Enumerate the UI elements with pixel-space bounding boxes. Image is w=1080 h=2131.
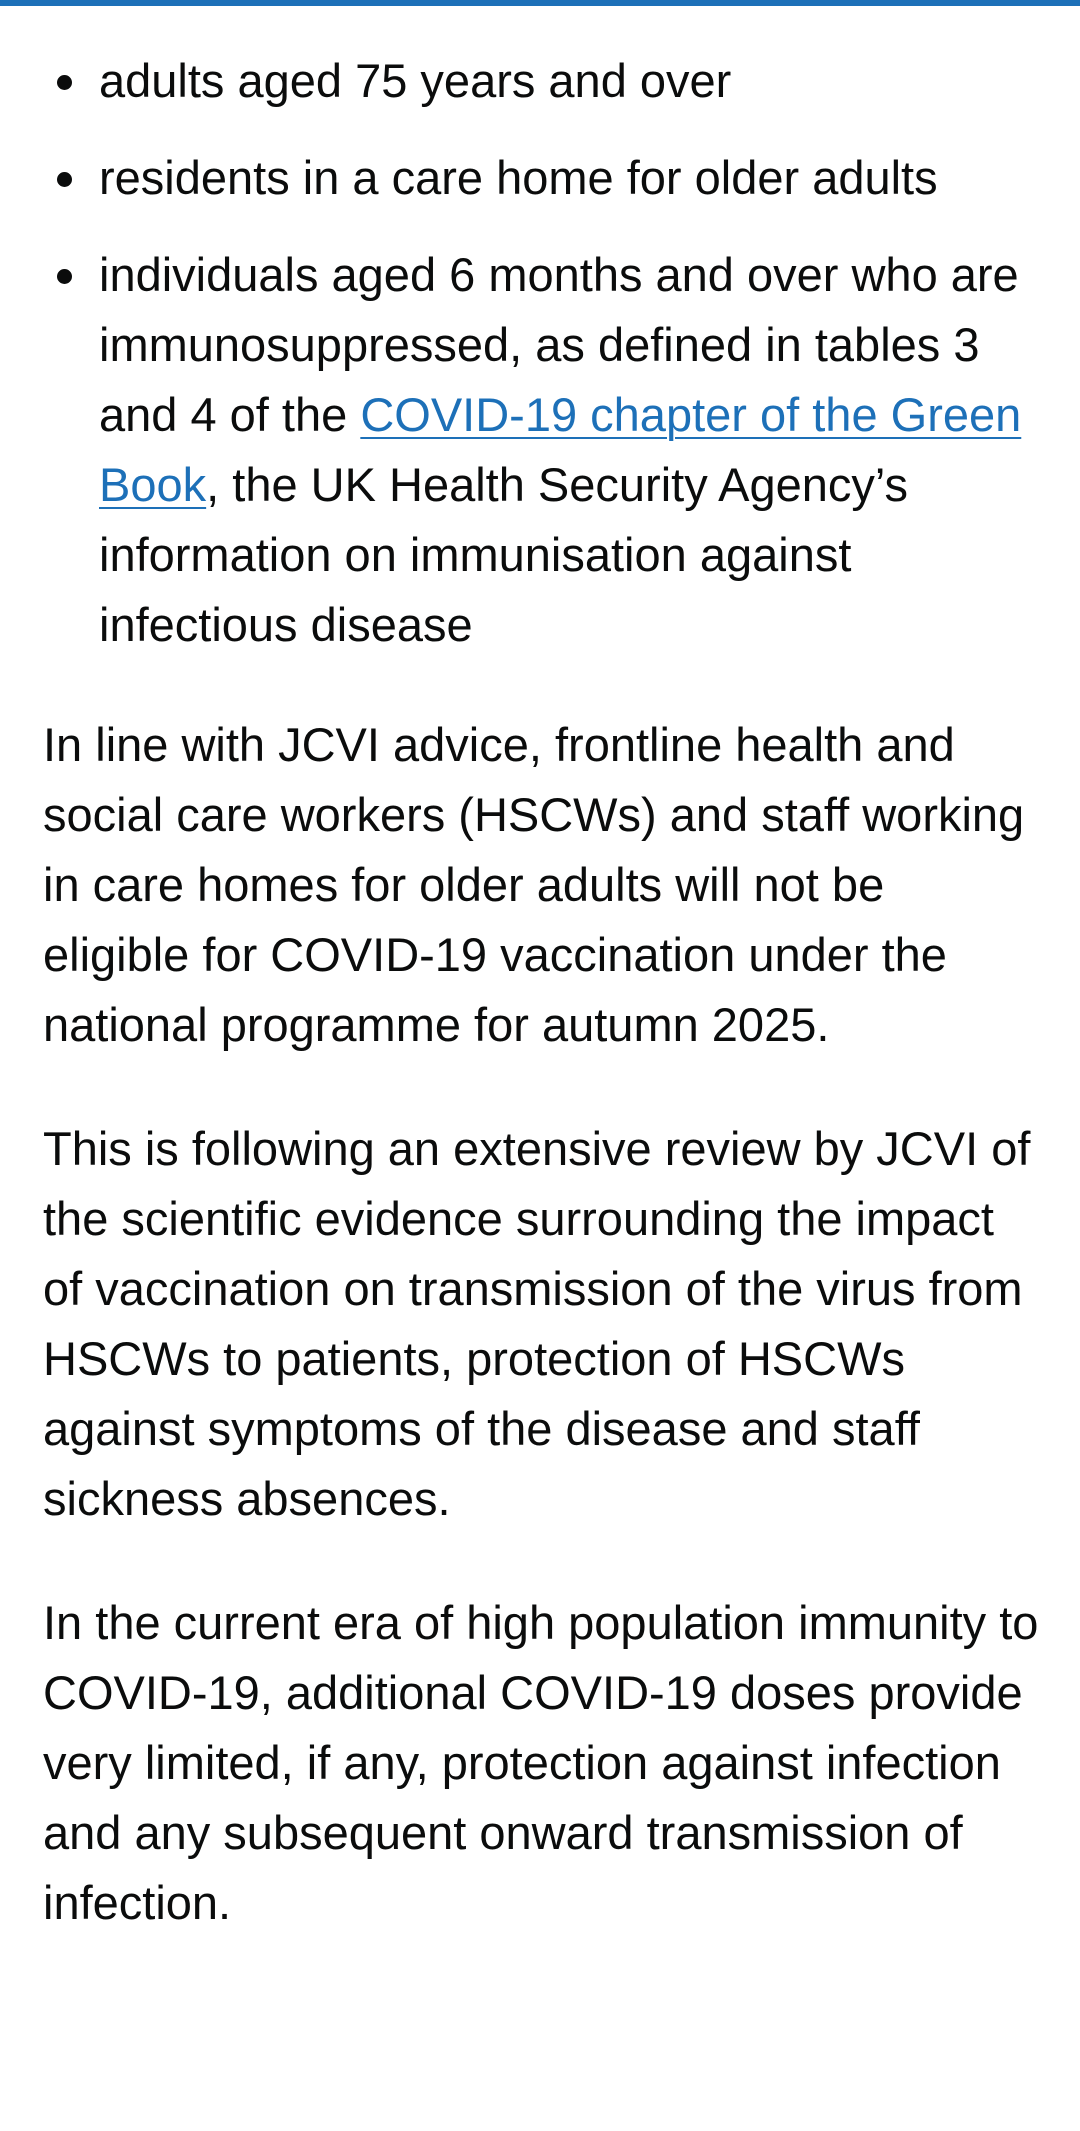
list-item-text: , the UK Health Security Agency’s information on immunisation against infectious disease — [99, 458, 909, 651]
top-accent-bar — [0, 0, 1080, 6]
list-item-text: residents in a care home for older adults — [99, 151, 938, 204]
paragraph: This is following an extensive review by JCVI of the scientific evidence surrounding the impact of vaccination on transmission of the virus from HSCWs to patients, protection of HSCWs against symptoms of the disease and staff sickness absences. — [43, 1122, 1031, 1525]
article-body — [43, 46, 1043, 1992]
green-book-covid-chapter-link[interactable]: COVID-19 chapter of the Green Book — [99, 388, 1022, 511]
eligibility-list — [43, 46, 1043, 660]
list-item-text: adults aged 75 years and over — [99, 54, 732, 107]
list-item — [43, 143, 1043, 213]
paragraph: In the current era of high population immunity to COVID-19, additional COVID-19 doses provide very limited, if any, protection against infection and any subsequent onward transmission of infection. — [43, 1596, 1039, 1929]
list-item — [43, 240, 1043, 660]
paragraph: In line with JCVI advice, frontline health and social care workers (HSCWs) and staff working in care homes for older adults will not be eligible for COVID-19 vaccination under the national programme for autumn 2025. — [43, 718, 1025, 1051]
list-item-text: individuals aged 6 months and over who are immunosuppressed, as defined in tables 3 and 4 of the — [99, 248, 1019, 441]
list-item — [43, 46, 1043, 116]
